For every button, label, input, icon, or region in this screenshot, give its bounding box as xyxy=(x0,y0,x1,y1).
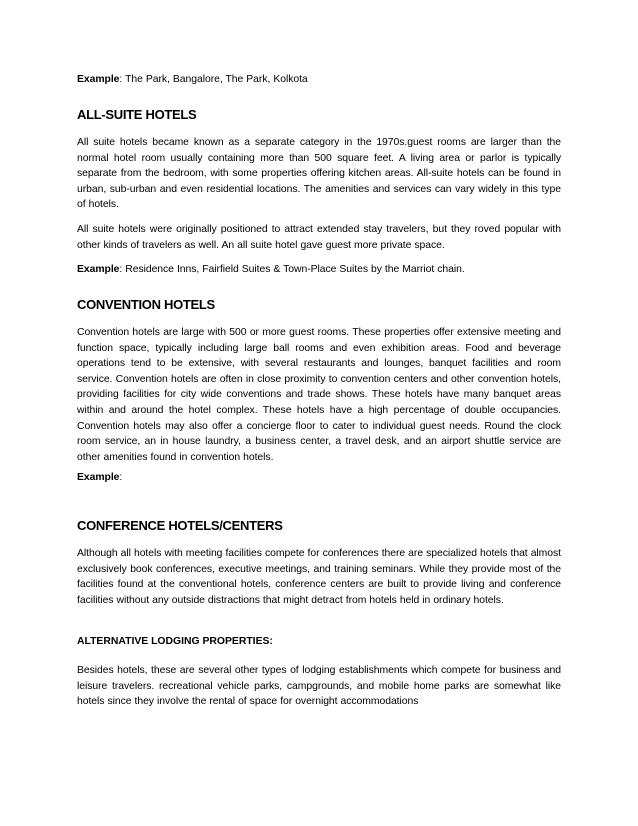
example-text: : xyxy=(119,472,123,483)
all-suite-example xyxy=(77,262,561,278)
convention-paragraph-1: Convention hotels are large with 500 or more guest rooms. These properties offer extensive meeting and function space, typically including large ball rooms and even exhibition areas. Food and beverage operations tend to be extensive, with several restaurants and lounges, banquet facilities and room service. Convention hotels are often in close proximity to convention centers and other convention hotels, providing facilities for city wide conventions and trade shows. These hotels have many banquet areas within and around the hotel complex. These hotels have a high percentage of double occupancies. Convention hotels may also offer a concierge floor to cater to individual guest needs. Round the clock room service, an in house laundry, a business center, a travel desk, and an airport shuttle service are other amenities found in convention hotels. xyxy=(77,327,561,463)
example-park xyxy=(77,72,561,88)
alternative-heading: ALTERNATIVE LODGING PROPERTIES: xyxy=(77,636,273,647)
all-suite-paragraph-2: All suite hotels were originally positioned to attract extended stay travelers, but they roved popular with other kinds of travelers as well. An all suite hotel gave guest more private space. xyxy=(77,224,561,251)
example-label: Example xyxy=(77,472,120,483)
conference-paragraph-1: Although all hotels with meeting facilities compete for conferences there are specialized hotels that almost exclusively book conferences, executive meetings, and training seminars. While they provide most of the facilities found at the conventional hotels, conference centers are built to provide living and conference facilities without any outside distractions that might detract from hotels held in ordinary hotels. xyxy=(77,548,561,606)
example-text: : The Park, Bangalore, The Park, Kolkota xyxy=(119,74,308,85)
example-label: Example xyxy=(77,264,120,275)
alternative-paragraph-1: Besides hotels, these are several other types of lodging establishments which compete for business and leisure travelers. recreational vehicle parks, campgrounds, and mobile home parks are somewhat like hotels since they involve the rental of space for overnight accommodations xyxy=(77,665,561,708)
convention-example xyxy=(77,470,561,486)
convention-heading: CONVENTION HOTELS xyxy=(77,297,215,312)
conference-heading: CONFERENCE HOTELS/CENTERS xyxy=(77,518,283,533)
all-suite-paragraph-1: All suite hotels became known as a separate category in the 1970s.guest rooms are larger than the normal hotel room usually containing more than 500 square feet. A living area or parlor is typically separate from the bedroom, with some properties offering kitchen areas. All-suite hotels can be found in urban, sub-urban and even residential locations. The amenities and services can vary widely in this type of hotels. xyxy=(77,137,561,211)
example-text: : Residence Inns, Fairfield Suites & Town-Place Suites by the Marriot chain. xyxy=(119,264,465,275)
example-label: Example xyxy=(77,74,120,85)
all-suite-heading: ALL-SUITE HOTELS xyxy=(77,107,197,122)
